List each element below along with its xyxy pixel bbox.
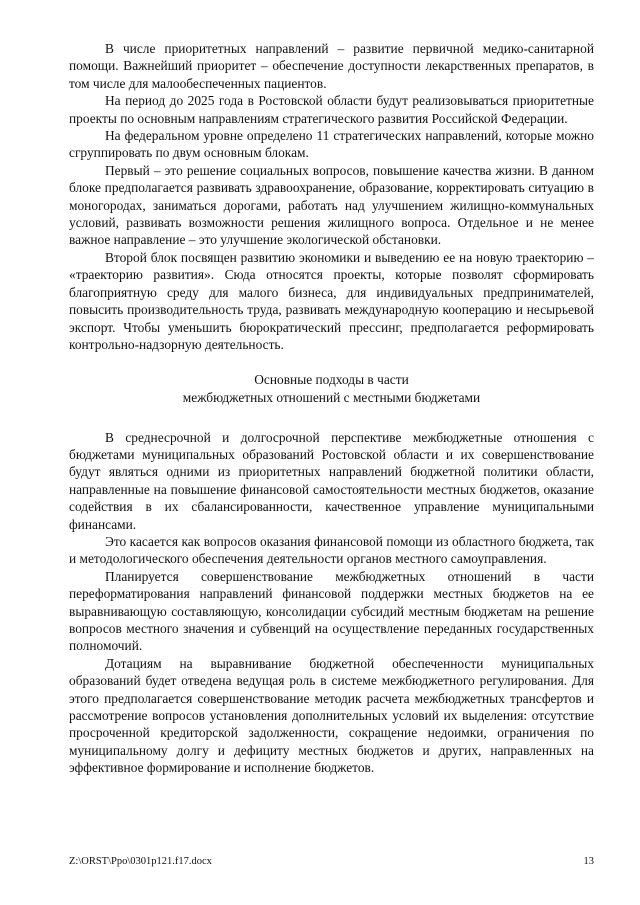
- paragraph: Дотациям на выравнивание бюджетной обеспеченности муниципальных образований будет отведена ведущая роль в системе межбюджетного регулирования. Для этого предполагается совершенствование методик расчета межбюджетных трансфертов и рассмотрение вопросов установления дополнительных условий их выделения: отсутствие просроченной кредиторской задолженности, сокращение недоимки, ограничения по муниципальному долгу и дефициту местных бюджетов и других, направленных на эффективное формирование и исполнение бюджетов.: [69, 655, 594, 776]
- paragraph: Второй блок посвящен развитию экономики и выведению ее на новую траекторию – «траекторию развития». Сюда относятся проекты, которые позволят сформировать благоприятную среду для малого бизнеса, для индивидуальных предпринимателей, повысить производительность труда, развивать международную кооперацию и несырьевой экспорт. Чтобы уменьшить бюрократический прессинг, предполагается реформировать контрольно-надзорную деятельность.: [69, 249, 594, 352]
- paragraph: На период до 2025 года в Ростовской области будут реализовываться приоритетные проекты по основным направлениям стратегического развития Российской Федерации.: [69, 93, 594, 126]
- paragraph: На федеральном уровне определено 11 стратегических направлений, которые можно сгруппировать по двум основным блокам.: [69, 128, 594, 161]
- section-heading-line-2: межбюджетных отношений с местными бюджетами: [182, 389, 481, 405]
- paragraph: Это касается как вопросов оказания финансовой помощи из областного бюджета, так и методологического обеспечения деятельности органов местного самоуправления.: [69, 533, 594, 567]
- paragraph: В числе приоритетных направлений – развитие первичной медико-санитарной помощи. Важнейший приоритет – обеспечение доступности лекарственных препаратов, в том числе для малообеспеченных пациентов.: [69, 41, 594, 91]
- section-heading: [69, 371, 594, 406]
- paragraph: Планируется совершенствование межбюджетных отношений в части переформатирования направлений финансовой поддержки местных бюджетов на ее выравнивающую составляющую, консолидации субсидий местным бюджетам на решение вопросов местного значения и субвенций на осуществление переданных государственных полномочий.: [69, 568, 594, 654]
- document-body: [69, 40, 594, 777]
- paragraph: Первый – это решение социальных вопросов, повышение качества жизни. В данном блоке предполагается развивать здравоохранение, образование, корректировать ситуацию в моногородах, заниматься дорогами, работать над улучшением жилищно-коммунальных условий, развивать возможности решения жилищного вопроса. Отдельное и не менее важное направление – это улучшение экологической обстановки.: [69, 162, 594, 248]
- section-heading-line-1: Основные подходы в части: [254, 372, 409, 388]
- paragraph: В среднесрочной и долгосрочной перспективе межбюджетные отношения с бюджетами муниципальных образований Ростовской области и их совершенствование будут являться одними из приоритетных направлений бюджетной политики области, направленные на повышение финансовой самостоятельности местных бюджетов, оказание содействия в их сбалансированности, качественное управление муниципальными финансами.: [69, 429, 594, 532]
- page-number: 13: [583, 856, 594, 867]
- file-path: Z:\ORST\Ppo\0301p121.f17.docx: [69, 856, 212, 867]
